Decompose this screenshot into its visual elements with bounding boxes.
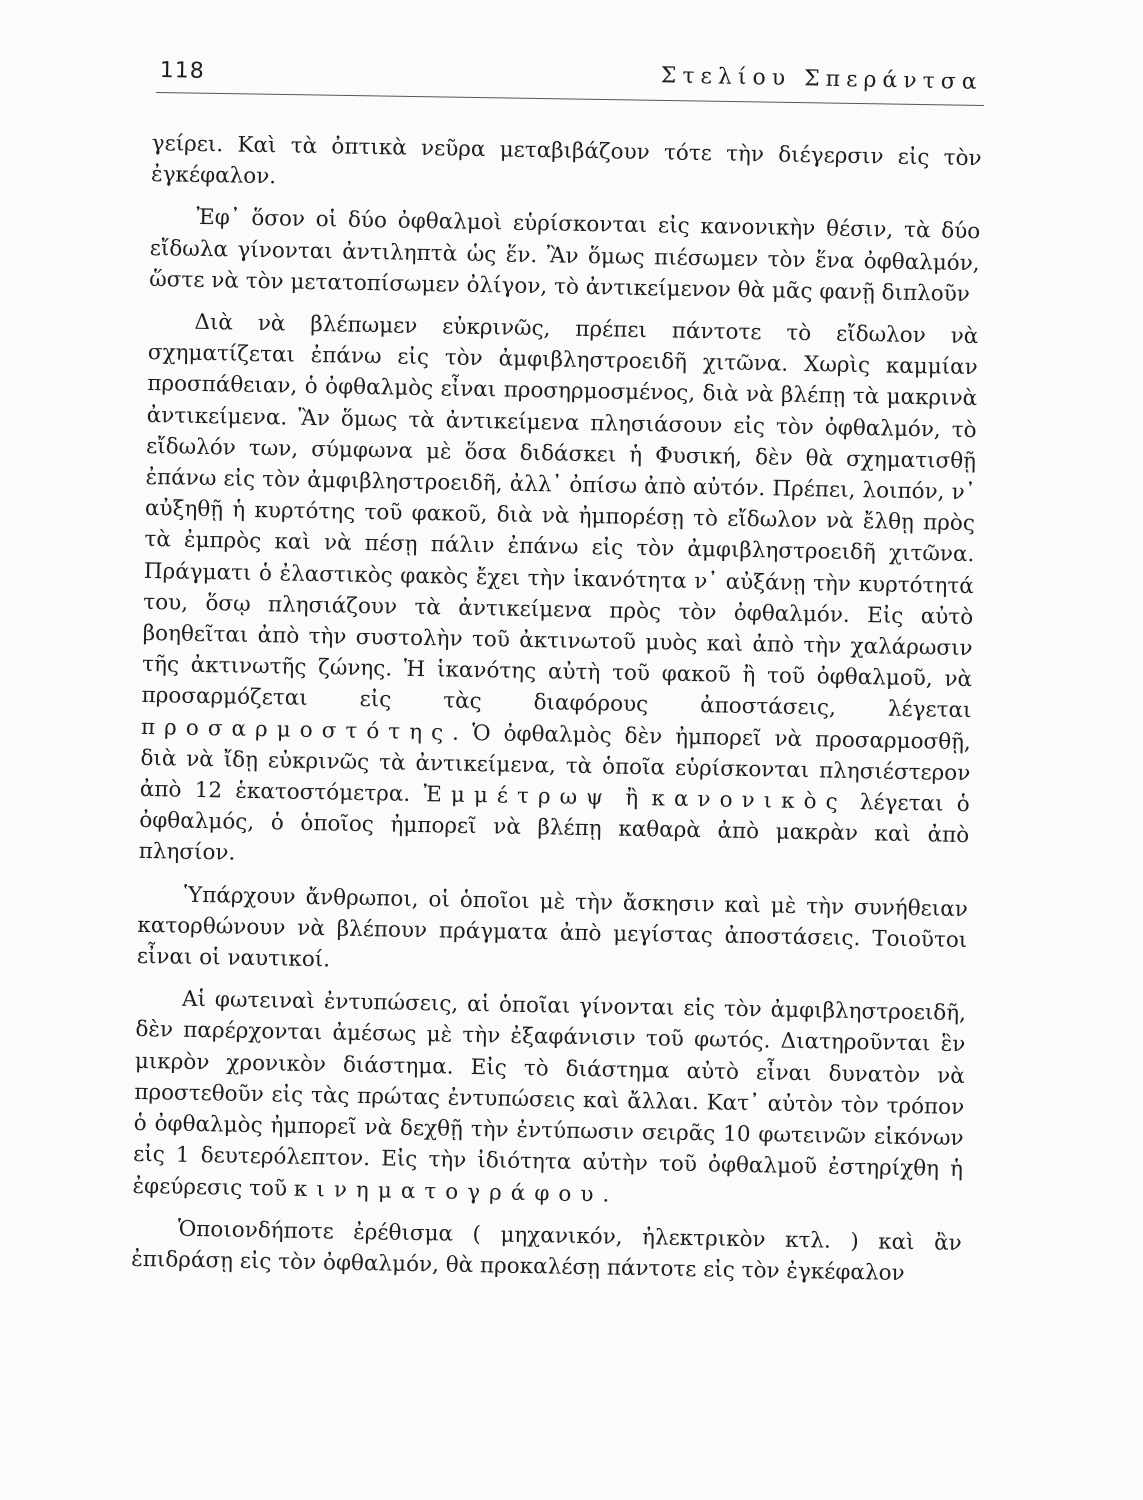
page-number: 118 <box>159 58 205 84</box>
term-kanonikos: κανονικὸς <box>651 786 847 815</box>
paragraph-3 <box>138 306 978 883</box>
term-emmetrops: Ἐμμέτρωψ <box>423 782 613 811</box>
body-text <box>131 128 982 1301</box>
paragraph-text: . <box>602 1181 610 1208</box>
paragraph-text: λέγεται ὁ ὀφθαλμός, ὁ ὁποῖος ἠμπορεῖ νὰ βλέπῃ καθαρὰ ἀπὸ μακρὰν καὶ ἀπὸ πλησίον. <box>138 789 970 867</box>
paragraph-text: γείρει. Καὶ τὰ ὀπτικὰ νεῦρα μεταβιβάζουν τότε τὴν διέγερσιν εἰς τὸν ἐγκέφαλον. <box>150 130 982 190</box>
paragraph-4 <box>137 879 969 988</box>
paragraph-text: Ὑπάρχουν ἄνθρωποι, οἱ ὁποῖοι μὲ τὴν ἄσκησιν καὶ μὲ τὴν συνήθειαν κατορθώνουν νὰ βλέπουν πράγματα ἀπὸ μεγίστας ἀποστάσεις. Τοιοῦτοι εἶναι οἱ ναυτικοί. <box>136 882 969 973</box>
paragraph-6 <box>131 1213 962 1291</box>
paragraph-text: Ἐφ᾽ ὅσον οἱ δύο ὀφθαλμοὶ εὑρίσκονται εἰς κανονικὴν θέσιν, τὰ δύο εἴδωλα γίνονται ἀντιληπτὰ ὡς ἕν. Ἂν ὅμως πιέσωμεν τὸν ἕνα ὀφθαλμόν, ὥστε νὰ τὸν μετατοπίσωμεν ὀλίγον, τὸ ἀντικείμενον θὰ μᾶς φανῇ διπλοῦν <box>148 205 981 307</box>
term-prosarmostotis: προσαρμοστότης <box>140 714 453 746</box>
paragraph-text: Ὁποιονδήποτε ἐρέθισμα ( μηχανικόν, ἠλεκτρικὸν κτλ. ) καὶ ἂν ἐπιδράσῃ εἰς τὸν ὀφθαλμόν, θὰ προκαλέσῃ πάντοτε εἰς τὸν ἐγκέφαλον <box>131 1216 962 1286</box>
paragraph-text: Αἱ φωτειναὶ ἐντυπώσεις, αἱ ὁποῖαι γίνονται εἰς τὸν ἀμφιβληστροειδῆ, δὲν παρέρχονται ἀμέσως μὲ τὴν ἐξαφάνισιν τοῦ φωτός. Διατηροῦνται ἓν μικρὸν χρονικὸν διάστημα. Εἰς τὸ διάστημα αὐτὸ εἶναι δυνατὸν νὰ προστεθοῦν εἰς τὰς πρώτας ἐντυπώσεις καὶ ἄλλαι. Κατ᾽ αὐτὸν τὸν τρόπον ὁ ὀφθαλμὸς ἠμπορεῖ νὰ δεχθῇ τὴν ἐντύπωσιν σειρᾶς 10 φωτεινῶν εἰκόνων εἰς 1 δευτερόλεπτον. Εἰς τὴν ἰδιότητα αὐτὴν τοῦ ὀφθαλμοῦ ἐστηρίχθη ἡ ἐφεύρεσις τοῦ <box>132 986 967 1202</box>
paragraph-5 <box>132 983 966 1217</box>
paragraph-1 <box>151 128 982 206</box>
term-kinimatografou: κινηματογράφου <box>293 1176 603 1207</box>
paragraph-text: ἢ <box>611 785 652 812</box>
paragraph-text: Διὰ νὰ βλέπωμεν εὐκρινῶς, πρέπει πάντοτε τὸ εἴδωλον νὰ σχηματίζεται ἐπάνω εἰς τὸν ἀμφιβληστροειδῆ χιτῶνα. Χωρὶς καμμίαν προσπάθειαν, ὁ ὀφθαλμὸς εἶναι προσηρμοσμένος, διὰ νὰ βλέπῃ τὰ μακρινὰ ἀντικείμενα. Ἂν ὅμως τὰ ἀντικείμενα πλησιάσουν εἰς τὸν ὀφθαλμόν, τὸ εἴδωλόν των, σύμφωνα μὲ ὅσα διδάσκει ἡ Φυσική, δὲν θὰ σχηματισθῇ ἐπάνω εἰς τὸν ἀμφιβληστροειδῆ, ἀλλ᾽ ὀπίσω ἀπὸ αὐτόν. Πρέπει, λοιπόν, ν᾽ αὐξηθῇ ἡ κυρτότης τοῦ φακοῦ, διὰ νὰ ἠμπορέσῃ τὸ εἴδωλον νὰ ἔλθῃ πρὸς τὰ ἐμπρὸς καὶ νὰ πέσῃ πάλιν ἐπάνω εἰς τὸν ἀμφιβληστροειδῆ χιτῶνα. Πράγματι ὁ ἐλαστικὸς φακὸς ἔχει τὴν ἱκανότητα ν᾽ αὐξάνῃ τὴν κυρτότητά του, ὅσῳ πλησιάζουν τὰ ἀντικείμενα πρὸς τὸν ὀφθαλμόν. Εἰς αὐτὸ βοηθεῖται ἀπὸ τὴν συστολὴν τοῦ ἀκτινωτοῦ μυὸς καὶ ἀπὸ τὴν χαλάρωσιν τῆς ἀκτινωτῆς ζώνης. Ἡ ἱκανότης αὐτὴ τοῦ φακοῦ ἢ τοῦ ὀφθαλμοῦ, νὰ προσαρμόζεται εἰς τὰς διαφόρους ἀποστάσεις, λέγεται <box>141 309 979 724</box>
paragraph-2 <box>149 201 981 310</box>
paragraph-text: . Ὁ ὀφθαλμὸς δὲν ἠμπορεῖ νὰ προσαρμοσθῇ, διὰ νὰ ἴδῃ εὐκρινῶς τὰ ἀντικείμενα, τὰ ὁποῖα εὑρίσκονται πλησιέστερον ἀπὸ 12 ἑκατοστόμετρα. <box>139 720 972 808</box>
running-title: Στελίου Σπεράντσα <box>660 63 983 95</box>
header-rule <box>156 92 984 106</box>
